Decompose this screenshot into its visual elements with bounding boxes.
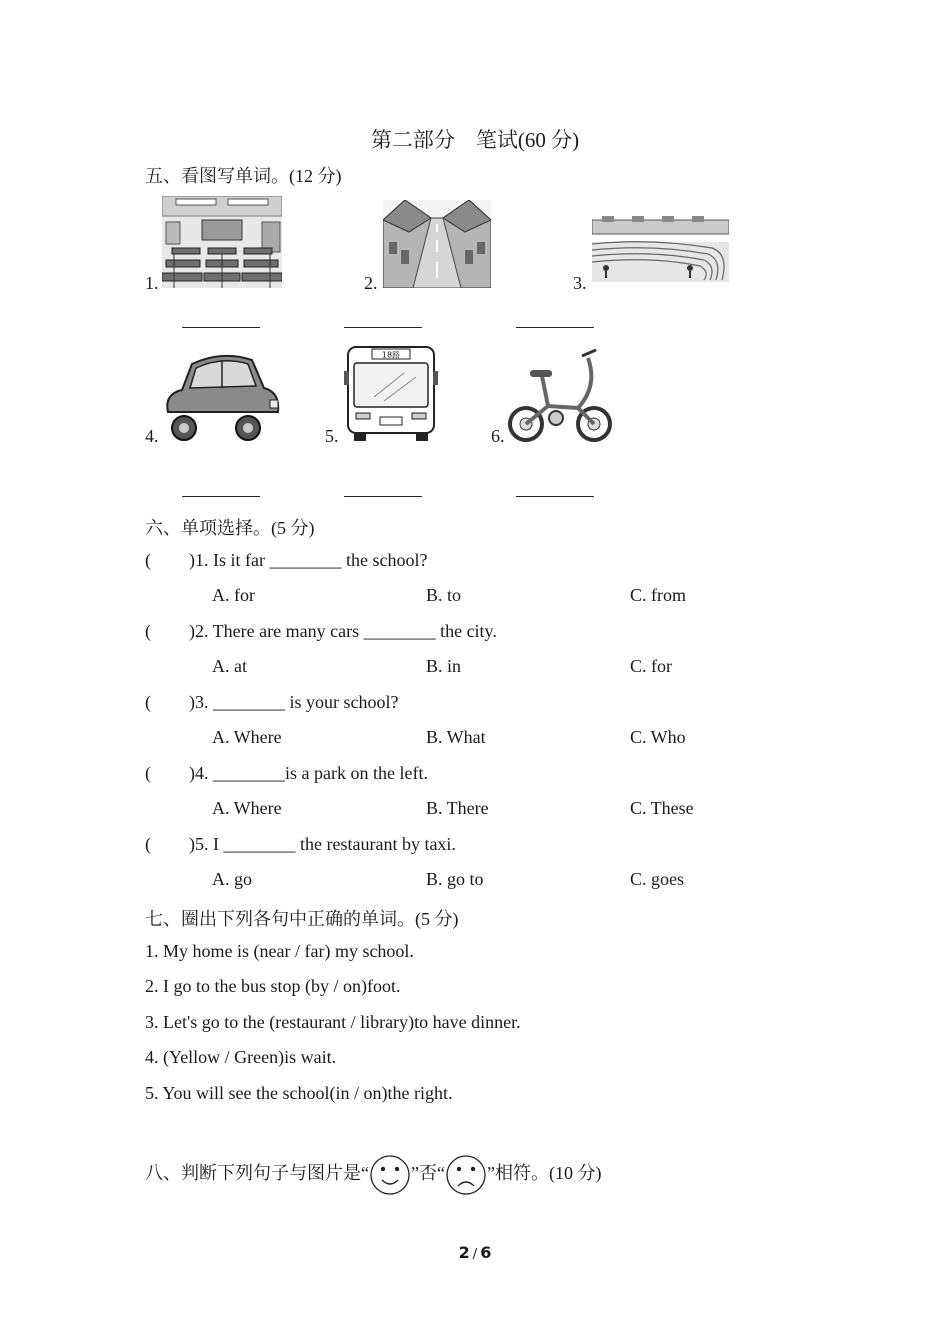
section7-heading: 七、圈出下列各句中正确的单词。(5 分) [145,909,459,929]
option-c[interactable]: C. goes [630,869,684,889]
option-b[interactable]: B. to [426,585,462,605]
section8-heading-end: ”相符。(10 分) [486,1163,602,1183]
item-number: 6. [491,426,505,446]
question-stem: )5. I ________ the restaurant by taxi. [189,834,456,854]
question-stem: )1. Is it far ________ the school? [189,550,428,570]
running-track-icon [592,214,729,282]
smiley-face-icon [369,1153,411,1197]
option-a[interactable]: A. Where [212,727,282,747]
answer-paren[interactable]: ( [145,834,151,854]
item-number: 5. [325,426,339,446]
answer-blank[interactable] [344,496,422,497]
option-a[interactable]: A. for [212,585,255,605]
page-number: 2 [458,1243,470,1262]
option-c[interactable]: C. Who [630,727,686,747]
question-row [145,550,427,571]
sentence: 2. I go to the bus stop (by / on)foot. [145,976,401,996]
option-c[interactable]: C. These [630,798,694,818]
street-icon [383,200,491,288]
car-icon [162,350,282,442]
sentence: 5. You will see the school(in / on)the right. [145,1083,453,1103]
page-indicator [0,1243,950,1262]
bus-icon [344,343,438,443]
item-number: 2. [364,273,378,293]
answer-blank[interactable] [516,327,594,328]
bus-route-sign: 18路 [381,350,401,360]
question-row [145,692,398,713]
question-stem: )3. ________ is your school? [189,692,399,712]
option-b[interactable]: B. in [426,656,462,676]
question-row [145,763,428,784]
page-separator: / [472,1247,478,1262]
option-a[interactable]: A. go [212,869,252,889]
answer-blank[interactable] [182,496,260,497]
item-number: 3. [573,273,587,293]
option-c[interactable]: C. for [630,656,672,676]
question-stem: )2. There are many cars ________ the city. [189,621,497,641]
option-a[interactable]: A. Where [212,798,282,818]
part-title: 第二部分 笔试(60 分) [370,128,580,152]
section8-heading [145,1150,601,1197]
item-number: 1. [145,273,159,293]
answer-paren[interactable]: ( [145,763,151,783]
answer-blank[interactable] [516,496,594,497]
option-c[interactable]: C. from [630,585,686,605]
option-b[interactable]: B. go to [426,869,484,889]
sentence: 4. (Yellow / Green)is wait. [145,1047,337,1067]
answer-blank[interactable] [182,327,260,328]
section6-heading: 六、单项选择。(5 分) [145,518,315,538]
item-number: 4. [145,426,159,446]
question-stem: )4. ________is a park on the left. [189,763,428,783]
section8-heading-mid: ”否“ [411,1163,445,1183]
sad-face-icon [445,1153,487,1197]
answer-paren[interactable]: ( [145,550,151,570]
answer-paren[interactable]: ( [145,621,151,641]
answer-paren[interactable]: ( [145,692,151,712]
sentence: 1. My home is (near / far) my school. [145,941,414,961]
sentence: 3. Let's go to the (restaurant / library)to have dinner. [145,1012,521,1032]
classroom-icon [162,196,282,288]
option-b[interactable]: B. What [426,727,486,747]
question-row [145,621,497,642]
option-a[interactable]: A. at [212,656,247,676]
section8-heading-start: 八、判断下列句子与图片是“ [145,1163,369,1183]
question-row [145,834,456,855]
page-total: 6 [480,1243,492,1262]
option-b[interactable]: B. There [426,798,489,818]
bike-icon [508,346,614,444]
answer-blank[interactable] [344,327,422,328]
section5-heading: 五、看图写单词。(12 分) [145,166,342,186]
